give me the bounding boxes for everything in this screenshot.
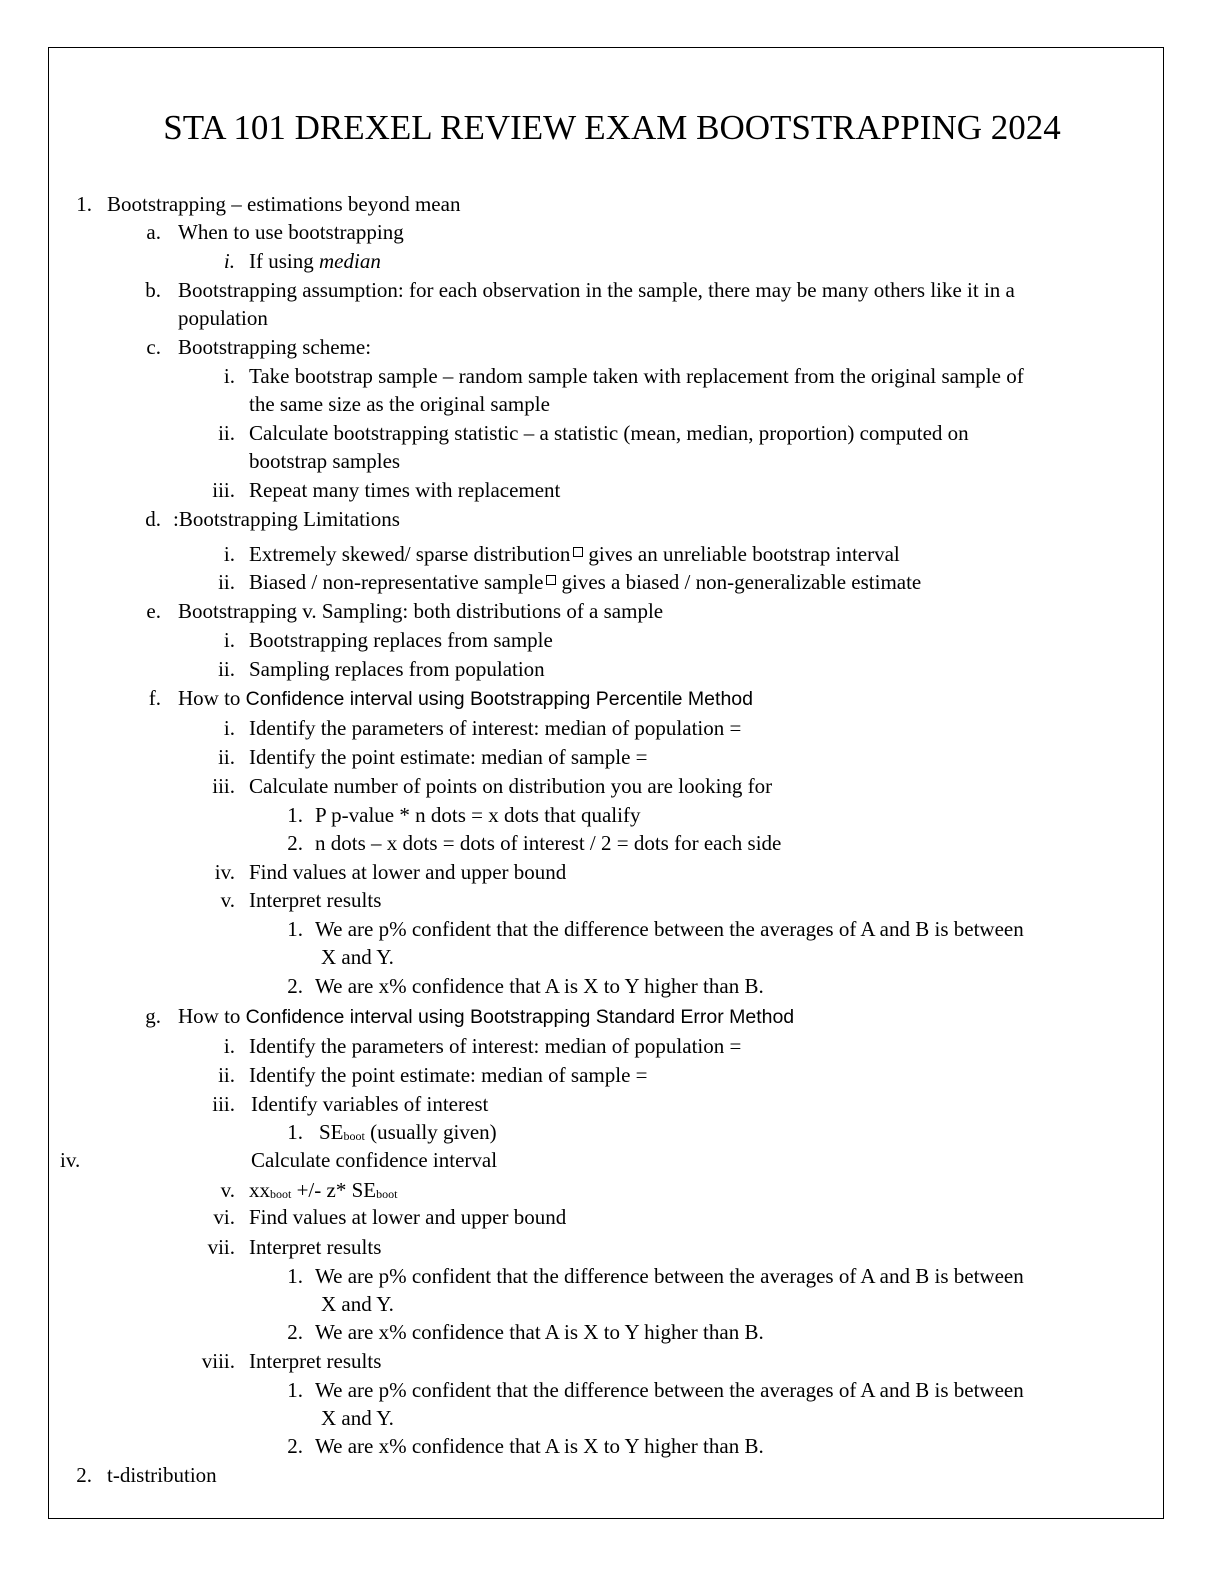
list-item-1b-cont: population [178,306,268,330]
list-item-1c-ii-cont: bootstrap samples [249,449,401,473]
list-item-1g-vii-1-cont: X and Y. [321,1292,394,1316]
list-item-1g-viii-1-cont: X and Y. [321,1406,394,1430]
document-title: STA 101 DREXEL REVIEW EXAM BOOTSTRAPPING 2024 [163,108,1061,147]
list-item-1f-v-1-cont: X and Y. [321,945,394,969]
list-item-1c-i-cont: the same size as the original sample [249,392,550,416]
arrow-placeholder-icon [546,575,556,585]
arrow-placeholder-icon [573,547,583,557]
